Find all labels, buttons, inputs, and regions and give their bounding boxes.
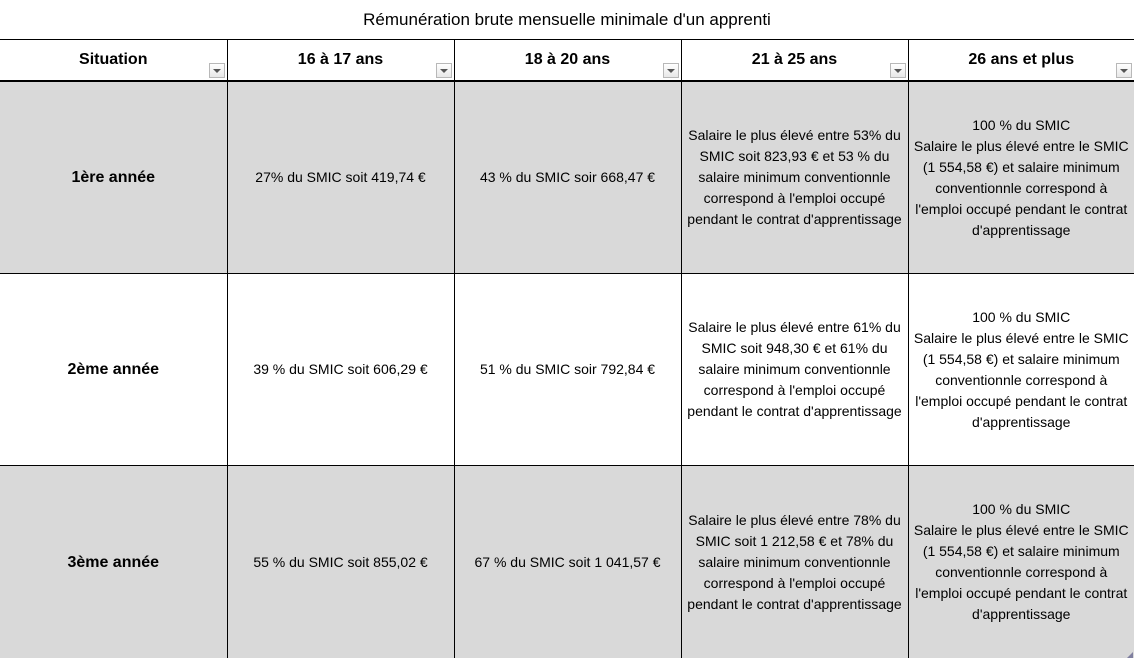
header-age-18-20: [454, 40, 681, 82]
filter-dropdown-icon[interactable]: [209, 63, 225, 78]
cell-age-26-plus[interactable]: 100 % du SMIC Salaire le plus élevé entre le SMIC (1 554,58 €) et salaire minimum conventionnle correspond à l'emploi occupé pendant le contrat d'apprentissage: [908, 274, 1134, 466]
header-row: [0, 40, 1134, 82]
filter-dropdown-icon[interactable]: [1116, 63, 1132, 78]
header-age-26-plus: [908, 40, 1134, 82]
cell-age-16-17[interactable]: 27% du SMIC soit 419,74 €: [227, 81, 454, 274]
table-row: [0, 81, 1134, 274]
cell-age-26-plus[interactable]: 100 % du SMIC Salaire le plus élevé entre le SMIC (1 554,58 €) et salaire minimum conventionnle correspond à l'emploi occupé pendant le contrat d'apprentissage: [908, 466, 1134, 659]
table-row: [0, 466, 1134, 659]
cell-age-18-20[interactable]: 51 % du SMIC soir 792,84 €: [454, 274, 681, 466]
header-label: 16 à 17 ans: [297, 51, 384, 68]
cell-age-18-20[interactable]: 67 % du SMIC soit 1 041,57 €: [454, 466, 681, 659]
apprentice-salary-table: [0, 39, 1134, 658]
header-label: Situation: [79, 51, 148, 68]
header-label: 21 à 25 ans: [751, 51, 838, 68]
cell-age-16-17[interactable]: 39 % du SMIC soit 606,29 €: [227, 274, 454, 466]
cell-age-21-25[interactable]: Salaire le plus élevé entre 53% du SMIC soit 823,93 € et 53 % du salaire minimum conventionnle correspond à l'emploi occupé pendant le contrat d'apprentissage: [681, 81, 908, 274]
header-age-21-25: [681, 40, 908, 82]
cell-situation[interactable]: 2ème année: [0, 274, 227, 466]
cell-age-21-25[interactable]: Salaire le plus élevé entre 61% du SMIC soit 948,30 € et 61% du salaire minimum conventionnle correspond à l'emploi occupé pendant le contrat d'apprentissage: [681, 274, 908, 466]
cell-age-21-25[interactable]: Salaire le plus élevé entre 78% du SMIC soit 1 212,58 € et 78% du salaire minimum conventionnle correspond à l'emploi occupé pendant le contrat d'apprentissage: [681, 466, 908, 659]
cell-situation[interactable]: 3ème année: [0, 466, 227, 659]
cell-age-16-17[interactable]: 55 % du SMIC soit 855,02 €: [227, 466, 454, 659]
cell-age-26-plus[interactable]: 100 % du SMIC Salaire le plus élevé entre le SMIC (1 554,58 €) et salaire minimum conventionnle correspond à l'emploi occupé pendant le contrat d'apprentissage: [908, 81, 1134, 274]
header-age-16-17: [227, 40, 454, 82]
header-label: 26 ans et plus: [968, 51, 1075, 68]
cell-situation[interactable]: 1ère année: [0, 81, 227, 274]
filter-dropdown-icon[interactable]: [890, 63, 906, 78]
table-row: [0, 274, 1134, 466]
cell-age-18-20[interactable]: 43 % du SMIC soir 668,47 €: [454, 81, 681, 274]
table-resize-handle-icon[interactable]: [1127, 652, 1133, 658]
filter-dropdown-icon[interactable]: [436, 63, 452, 78]
header-situation: [0, 40, 227, 82]
header-label: 18 à 20 ans: [524, 51, 611, 68]
table-title: Rémunération brute mensuelle minimale d'un apprenti: [363, 9, 771, 29]
filter-dropdown-icon[interactable]: [663, 63, 679, 78]
